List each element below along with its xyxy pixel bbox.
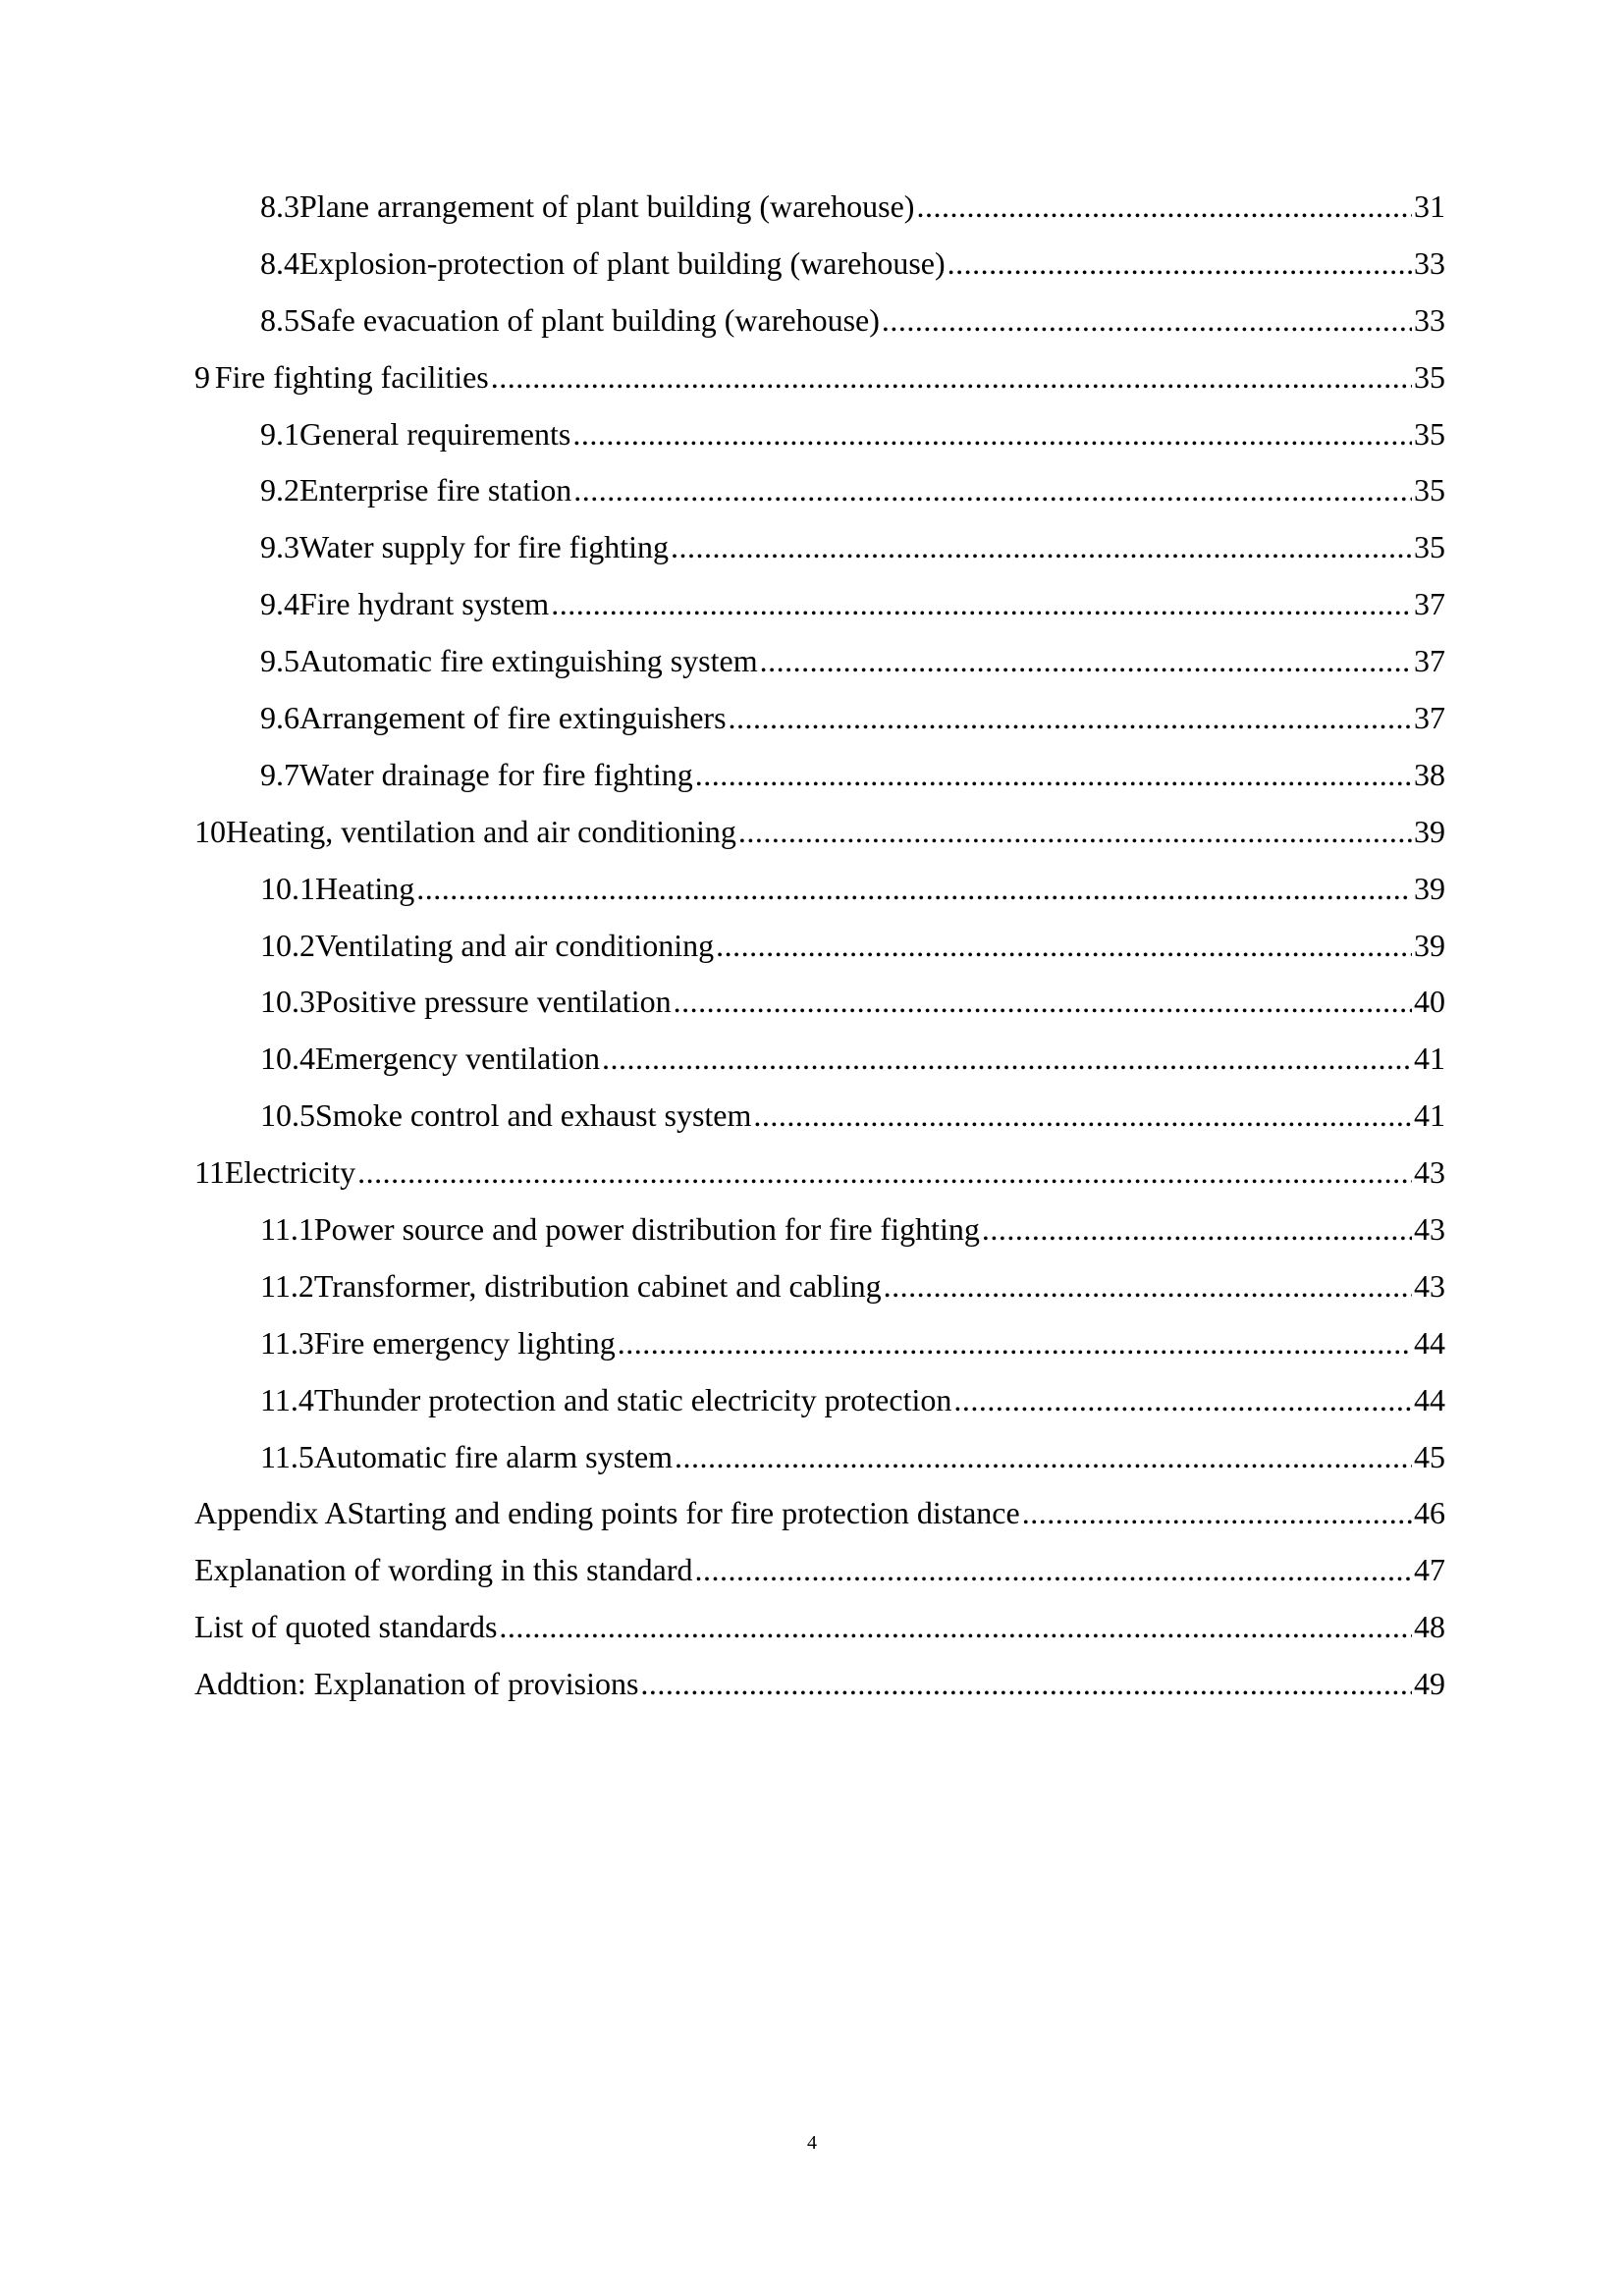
toc-entry[interactable]: [194, 188, 1445, 245]
toc-entry[interactable]: [194, 302, 1445, 359]
toc-entry-title: Explanation of wording in this standard: [194, 1552, 693, 1588]
dot-leader: [573, 472, 1412, 508]
toc-entry[interactable]: [194, 928, 1445, 985]
dot-leader: [982, 1211, 1412, 1248]
toc-entry-number: 10: [194, 813, 226, 849]
page-number: 4: [807, 2132, 817, 2154]
dot-leader: [753, 1097, 1412, 1134]
toc-entry[interactable]: [194, 814, 1445, 871]
dot-leader: [694, 1552, 1412, 1588]
toc-entry[interactable]: [194, 1609, 1445, 1666]
toc-entry[interactable]: [194, 1268, 1445, 1325]
toc-entry-number: 11.3: [260, 1324, 314, 1361]
toc-entry-title: Positive pressure ventilation: [315, 984, 672, 1020]
toc-entry-page: 44: [1414, 1324, 1445, 1361]
toc-entry-page: 37: [1414, 700, 1445, 736]
toc-entry-number: 9.2: [260, 472, 299, 508]
dot-leader: [738, 814, 1412, 850]
toc-entry-title: Safe evacuation of plant building (warehouse): [299, 301, 880, 338]
toc-entry[interactable]: [194, 1211, 1445, 1268]
toc-entry-page: 35: [1414, 529, 1445, 565]
toc-entry-page: 39: [1414, 927, 1445, 963]
toc-entry-number: 11.4: [260, 1381, 314, 1417]
toc-entry-page: 43: [1414, 1267, 1445, 1304]
toc-entry-page: 43: [1414, 1211, 1445, 1248]
toc-entry[interactable]: [194, 700, 1445, 757]
toc-entry-number: 11.2: [260, 1267, 314, 1304]
dot-leader: [618, 1325, 1412, 1362]
toc-entry-number: 9.1: [260, 415, 299, 452]
toc-entry-page: 37: [1414, 586, 1445, 622]
toc-entry-title: Fire fighting facilities: [214, 358, 489, 395]
toc-entry-page: 33: [1414, 244, 1445, 281]
toc-entry-number: 10.3: [260, 984, 315, 1020]
toc-entry-page: 31: [1414, 188, 1445, 224]
toc-entry-title: List of quoted standards: [194, 1609, 498, 1645]
dot-leader: [716, 928, 1412, 964]
toc-entry-title: Electricity: [224, 1154, 356, 1191]
dot-leader: [640, 1666, 1412, 1702]
dot-leader: [602, 1041, 1412, 1077]
dot-leader: [884, 1268, 1412, 1305]
toc-entry-page: 45: [1414, 1438, 1445, 1474]
toc-entry-page: 35: [1414, 358, 1445, 395]
toc-entry-number: 9: [194, 358, 210, 395]
toc-entry-title: Plane arrangement of plant building (warehouse): [299, 188, 915, 224]
toc-entry-page: 37: [1414, 643, 1445, 679]
toc-entry-title: Explosion-protection of plant building (warehouse): [299, 244, 946, 281]
toc-entry-title: Automatic fire extinguishing system: [299, 643, 758, 679]
toc-entry-title: Ventilating and air conditioning: [315, 927, 715, 963]
toc-entry-number: 10.5: [260, 1097, 315, 1134]
dot-leader: [357, 1154, 1412, 1191]
toc-entry[interactable]: [194, 1325, 1445, 1382]
dot-leader: [674, 984, 1412, 1020]
toc-entry-title: Emergency ventilation: [315, 1041, 600, 1077]
toc-entry-title: Transformer, distribution cabinet and cabling: [313, 1267, 882, 1304]
toc-entry-page: 43: [1414, 1154, 1445, 1191]
toc-entry-number: 10.1: [260, 870, 315, 906]
toc-entry-title: Arrangement of fire extinguishers: [299, 700, 727, 736]
toc-entry[interactable]: [194, 1154, 1445, 1211]
toc-entry[interactable]: [194, 757, 1445, 814]
dot-leader: [499, 1609, 1412, 1645]
dot-leader: [729, 700, 1412, 736]
dot-leader: [572, 416, 1412, 453]
toc-entry-number: 10.2: [260, 927, 315, 963]
toc-entry-page: 47: [1414, 1552, 1445, 1588]
toc-entry[interactable]: [194, 416, 1445, 473]
toc-entry-title: Enterprise fire station: [299, 472, 572, 508]
toc-entry-number: 11: [194, 1154, 225, 1191]
toc-entry[interactable]: [194, 1495, 1445, 1552]
toc-entry-page: 39: [1414, 813, 1445, 849]
toc-entry-number: 9.6: [260, 700, 299, 736]
table-of-contents: [194, 188, 1445, 1723]
toc-entry-page: 39: [1414, 870, 1445, 906]
toc-entry[interactable]: [194, 643, 1445, 700]
toc-entry[interactable]: [194, 1439, 1445, 1496]
toc-entry-page: 49: [1414, 1666, 1445, 1702]
toc-entry[interactable]: [194, 1552, 1445, 1609]
toc-entry-title: Power source and power distribution for fire fighting: [313, 1211, 980, 1248]
dot-leader: [551, 586, 1412, 622]
dot-leader: [416, 871, 1412, 907]
toc-entry-number: 8.3: [260, 188, 299, 224]
toc-entry[interactable]: [194, 529, 1445, 586]
toc-entry[interactable]: [194, 1041, 1445, 1097]
dot-leader: [491, 359, 1412, 396]
toc-entry[interactable]: [194, 586, 1445, 643]
toc-entry[interactable]: [194, 1666, 1445, 1723]
toc-entry-page: 35: [1414, 472, 1445, 508]
toc-entry-title: Smoke control and exhaust system: [315, 1097, 752, 1134]
toc-entry-number: 8.4: [260, 244, 299, 281]
toc-entry[interactable]: [194, 245, 1445, 302]
toc-entry-number: 9.7: [260, 756, 299, 792]
dot-leader: [947, 245, 1412, 282]
toc-entry[interactable]: [194, 472, 1445, 529]
toc-entry[interactable]: [194, 1097, 1445, 1154]
toc-entry[interactable]: [194, 359, 1445, 416]
dot-leader: [1022, 1495, 1412, 1531]
toc-entry-number: Appendix A: [194, 1495, 348, 1531]
toc-entry-title: General requirements: [299, 415, 571, 452]
toc-entry-number: 9.5: [260, 643, 299, 679]
toc-entry-title: Water supply for fire fighting: [299, 529, 669, 565]
toc-entry-title: Fire emergency lighting: [313, 1324, 616, 1361]
toc-entry-title: Heating, ventilation and air conditioning: [226, 813, 736, 849]
toc-entry-page: 46: [1414, 1495, 1445, 1531]
toc-entry-title: Starting and ending points for fire protection distance: [347, 1495, 1020, 1531]
toc-entry[interactable]: [194, 984, 1445, 1041]
toc-entry-page: 33: [1414, 301, 1445, 338]
toc-entry-number: 11.1: [260, 1211, 314, 1248]
toc-entry-page: 44: [1414, 1381, 1445, 1417]
toc-entry[interactable]: [194, 871, 1445, 928]
toc-entry-page: 40: [1414, 984, 1445, 1020]
toc-entry-title: Addtion: Explanation of provisions: [194, 1666, 639, 1702]
toc-entry-number: 9.3: [260, 529, 299, 565]
toc-entry-page: 35: [1414, 415, 1445, 452]
toc-entry-title: Heating: [315, 870, 415, 906]
toc-entry-page: 41: [1414, 1097, 1445, 1134]
dot-leader: [953, 1382, 1412, 1418]
dot-leader: [695, 757, 1412, 793]
toc-entry-number: 11.5: [260, 1438, 314, 1474]
toc-entry-page: 48: [1414, 1609, 1445, 1645]
dot-leader: [882, 302, 1412, 339]
toc-entry-title: Thunder protection and static electricity protection: [313, 1381, 952, 1417]
dot-leader: [675, 1439, 1412, 1475]
dot-leader: [916, 188, 1412, 225]
toc-entry[interactable]: [194, 1382, 1445, 1439]
toc-entry-number: 10.4: [260, 1041, 315, 1077]
toc-entry-number: 8.5: [260, 301, 299, 338]
toc-entry-page: 38: [1414, 756, 1445, 792]
dot-leader: [671, 529, 1412, 565]
toc-entry-page: 41: [1414, 1041, 1445, 1077]
toc-entry-number: 9.4: [260, 586, 299, 622]
toc-entry-title: Water drainage for fire fighting: [299, 756, 693, 792]
toc-entry-title: Fire hydrant system: [299, 586, 550, 622]
dot-leader: [760, 643, 1412, 679]
toc-entry-title: Automatic fire alarm system: [313, 1438, 674, 1474]
